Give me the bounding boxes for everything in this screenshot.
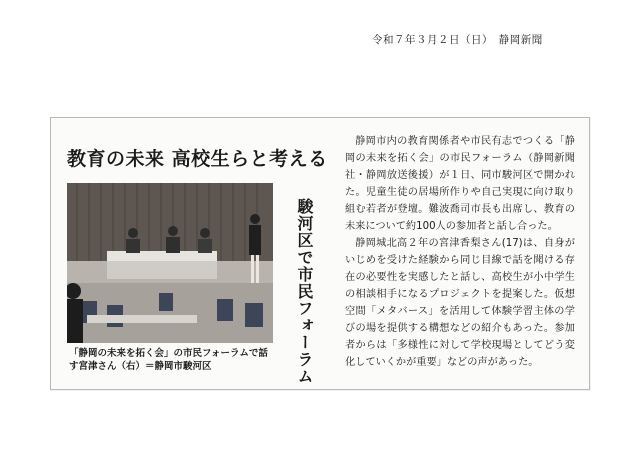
dateline: 令和７年３月２日（日） 静岡新聞 bbox=[372, 34, 543, 46]
newspaper-clipping bbox=[50, 117, 590, 390]
headline: 教育の未来 高校生らと考える bbox=[67, 148, 328, 170]
photo-caption: 「静岡の未来を拓く会」の市民フォーラムで話す宮津さん（右）＝静岡市駿河区 bbox=[69, 348, 268, 372]
sub-headline: 駿河区で市民フォーラム bbox=[295, 198, 314, 385]
forum-photo bbox=[67, 183, 273, 343]
article-body bbox=[345, 133, 575, 371]
article-paragraph: 静岡城北高２年の宮津香梨さん(17)は、自身がいじめを受けた経験から同じ目線で話を聞ける存在の必要性を実感したと話し、高校生が小中学生の相談相手になるプロジェクトを提案した。仮想空間「メタバース」を活用して体験学習主体の学びの場を提供する構想などの紹介もあった。参加者からは「多様性に対して学校現場としてどう変化していくかが重要」などの声があった。 bbox=[345, 238, 575, 368]
article-paragraph: 静岡市内の教育関係者や市民有志でつくる「静岡の未来を拓く会」の市民フォーラム（静岡新聞社・静岡放送後援）が１日、同市駿河区で開かれた。児童生徒の居場所作りや自己実現に向け取り組む若者が登壇。難波喬司市長も出席し、教育の未来について約100人の参加者と話し合った。 bbox=[345, 136, 575, 232]
